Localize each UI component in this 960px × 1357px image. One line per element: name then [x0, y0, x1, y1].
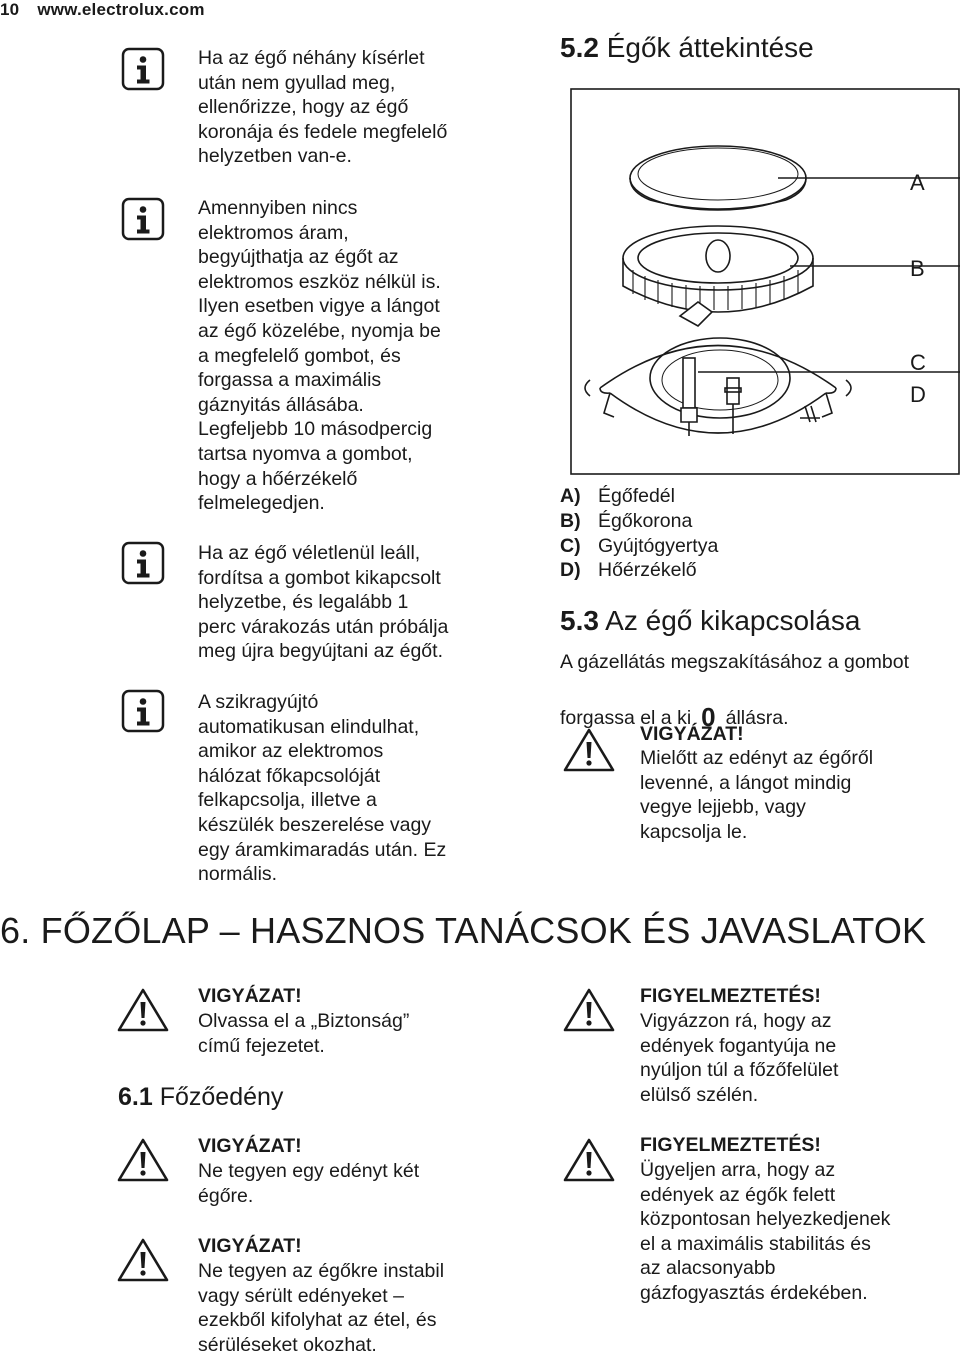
turn-off-line-1: A gázellátás megszakításához a gombot [560, 651, 910, 673]
off-symbol: 0 [701, 701, 716, 732]
section-title: Égők áttekintése [606, 32, 814, 63]
warning-triangle-icon [116, 986, 170, 1034]
warning-text: Mielőtt az edényt az égőről levenné, a lángot mindig vegye lejjebb, vagy kapcsolja le. [640, 747, 874, 843]
callout-a: A [910, 170, 925, 195]
warning-text: Olvassa el a „Biztonság” című fejezetet. [198, 1010, 410, 1057]
caution-text: Vigyázzon rá, hogy az edények fogantyúja ne nyúljon túl a főzőfelület elülső szélén. [640, 1010, 839, 1106]
warning-triangle-icon [116, 1236, 170, 1284]
section-title: Főzőedény [159, 1083, 284, 1111]
info-note-flame-out: Ha az égő véletlenül leáll, fordítsa a gombot kikapcsolt helyzetbe, és legalább 1 perc várakozás után próbálja meg újra begyújtani az égőt. [198, 542, 449, 663]
legend-item-c: C) Gyújtógyertya [560, 534, 719, 557]
warning-title: VIGYÁZAT! [198, 1135, 302, 1157]
burner-crown-shape [623, 226, 813, 326]
section-heading-5-3 [560, 605, 860, 637]
diagram-frame [571, 89, 959, 474]
chapter-title: FŐZŐLAP – HASZNOS TANÁCSOK ÉS JAVASLATOK [40, 910, 927, 951]
legend-item-a: A) Égőfedél [560, 485, 675, 507]
callout-b: B [910, 256, 925, 281]
chapter-number: 6. [0, 910, 31, 951]
section-title: Az égő kikapcsolása [605, 605, 861, 636]
diagram-legend [560, 484, 718, 583]
warning-triangle-icon [562, 986, 616, 1034]
turn-off-line-2: forgassa el a ki 0 állásra. [560, 701, 789, 732]
section-number: 5.3 [560, 605, 599, 636]
info-note-spark-generator: A szikragyújtó automatikusan elindulhat, amikor az elektromos hálózat főkapcsolóját felkapcsolja, illetve a készülék beszerelése vagy egy áramkimaradás után. Ez normális. [198, 691, 447, 886]
caution-title: FIGYELMEZTETÉS! [640, 1134, 821, 1156]
chapter-heading-6 [0, 910, 926, 952]
section-number: 5.2 [560, 32, 599, 63]
caution-title: FIGYELMEZTETÉS! [640, 985, 821, 1007]
legend-item-d: D) Hőérzékelő [560, 559, 697, 582]
thermocouple-shape [725, 378, 820, 434]
info-icon [121, 197, 165, 241]
caution-text: Ügyeljen arra, hogy az edények az égők felett központosan helyezkedjenek el a maximális stabilitás és az alacsonyabb gázfogyasztás érdekében. [640, 1159, 891, 1304]
page-number: 10 [0, 0, 20, 19]
warning-title: VIGYÁZAT! [198, 1235, 302, 1257]
info-icon [121, 541, 165, 585]
info-icon [121, 47, 165, 91]
warning-triangle-icon [562, 1136, 616, 1184]
legend-item-b: B) Égőkorona [560, 509, 693, 532]
section-number: 6.1 [118, 1083, 153, 1111]
burner-diagram [570, 88, 960, 475]
info-note-no-power: Amennyiben nincs elektromos áram, begyújthatja az égőt az elektromos eszköz nélkül is. Ilyen esetben vigye a lángot az égő közelébe, nyomja be a megfelelő gombot, és forgassa a maximális gáznyitás állásába. Legfeljebb 10 másodpercig tartsa nyomva a gombot, hogy a hőérzékelő felmelegedjen. [198, 197, 441, 515]
section-heading-6-1 [118, 1083, 283, 1112]
callout-c: C [910, 350, 926, 375]
warning-triangle-icon [562, 726, 616, 774]
info-icon [121, 689, 165, 733]
page-header [0, 0, 205, 20]
callout-d: D [910, 382, 926, 407]
warning-title: VIGYÁZAT! [640, 723, 744, 745]
info-note-ignition-retry: Ha az égő néhány kísérlet után nem gyullad meg, ellenőrizze, hogy az égő koronája és fedele megfelelő helyzetben van-e. [198, 47, 448, 168]
warning-triangle-icon [116, 1136, 170, 1184]
section-heading-5-2 [560, 32, 814, 64]
warning-text: Ne tegyen egy edényt két égőre. [198, 1160, 420, 1207]
warning-title: VIGYÁZAT! [198, 985, 302, 1007]
spark-plug-shape [681, 358, 697, 436]
site-url: www.electrolux.com [37, 0, 205, 19]
warning-text: Ne tegyen az égőkre instabil vagy sérült edényeket – ezekből kifolyhat az étel, és sérüléseket okozhat. [198, 1260, 445, 1356]
